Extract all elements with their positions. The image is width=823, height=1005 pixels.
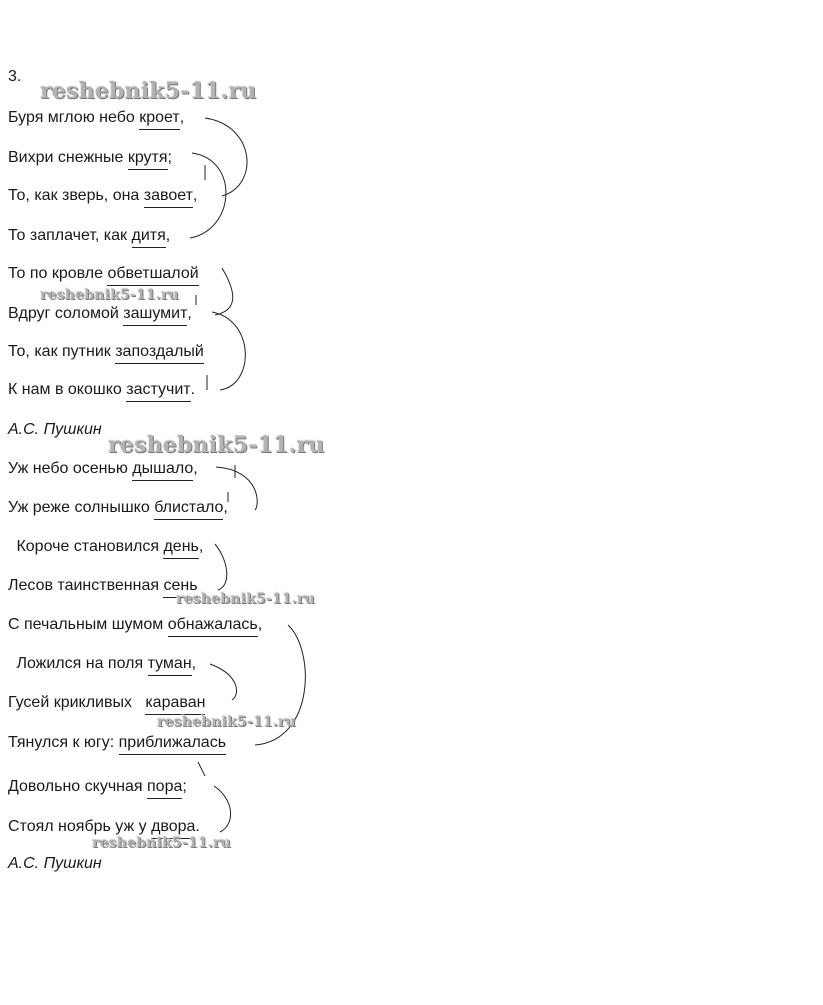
line-punctuation: .	[190, 381, 196, 398]
line-punctuation: ,	[198, 538, 204, 555]
poem-line	[8, 264, 199, 286]
poem-line	[12, 537, 203, 559]
watermark: reshebnik5-11.ru	[157, 714, 296, 730]
line-punctuation: ,	[257, 616, 263, 633]
watermark: reshebnik5-11.ru	[92, 835, 231, 851]
poem-line	[12, 654, 196, 676]
rhyme-word: караван	[145, 693, 205, 715]
rhyme-word: сень	[163, 576, 197, 598]
line-text: Уж небо осенью	[8, 460, 133, 477]
rhyme-word: пора	[147, 777, 182, 799]
line-text: Вдруг соломой	[8, 305, 124, 322]
poem-1-author: А.С. Пушкин	[8, 421, 102, 438]
poem-line	[8, 615, 262, 637]
line-text: Вихри снежные	[8, 149, 128, 166]
line-punctuation: ;	[167, 149, 172, 166]
rhyme-word: застучит	[126, 380, 190, 402]
rhyme-word: запоздалый	[115, 342, 204, 364]
rhyme-word: приближалась	[119, 733, 226, 755]
line-text: Буря мглою небо	[8, 109, 140, 126]
line-punctuation: ,	[187, 305, 192, 322]
poem-line	[8, 777, 187, 799]
rhyme-word: обнажалась	[168, 615, 258, 637]
line-text: Стоял ноябрь уж у	[8, 818, 152, 835]
line-punctuation: ,	[165, 227, 171, 244]
poem-line	[8, 459, 198, 481]
poem-line	[8, 342, 204, 364]
line-punctuation: ,	[193, 460, 198, 477]
line-text: Лесов таинственная	[8, 577, 164, 594]
line-text: То, как путник	[8, 343, 116, 360]
poem-line	[8, 226, 170, 248]
line-text: Тянулся к югу:	[8, 734, 119, 751]
poem-line	[8, 576, 198, 598]
line-text: То, как зверь, она	[8, 187, 144, 204]
poem-line	[8, 148, 172, 170]
poem-line	[8, 380, 195, 402]
watermark: reshebnik5-11.ru	[108, 432, 325, 458]
rhyme-arc	[214, 786, 231, 832]
rhyme-word: дитя	[132, 226, 166, 248]
rhyme-word: дышало	[132, 459, 193, 481]
poem-line	[8, 733, 226, 755]
watermark: reshebnik5-11.ru	[176, 591, 315, 607]
rhyme-arc	[198, 762, 205, 776]
rhyme-arc	[215, 268, 233, 315]
poem-line	[8, 693, 205, 715]
line-text: С печальным шумом	[8, 616, 168, 633]
rhyme-arc	[205, 118, 247, 196]
line-punctuation: ,	[179, 109, 185, 126]
line-punctuation: ;	[182, 778, 187, 795]
line-text: Гусей крикливых	[8, 694, 146, 711]
rhyme-word: кроет	[139, 108, 180, 130]
watermark: reshebnik5-11.ru	[40, 287, 179, 303]
rhyme-word: блистало	[154, 498, 223, 520]
line-text: То заплачет, как	[8, 227, 132, 244]
rhyme-word: туман	[148, 654, 192, 676]
watermark: reshebnik5-11.ru	[40, 78, 257, 104]
line-text: Довольно скучная	[8, 778, 147, 795]
line-punctuation: ,	[192, 187, 198, 204]
poem-line	[8, 108, 184, 130]
line-text: То по кровле	[8, 265, 108, 282]
line-text: Уж реже солнышко	[8, 499, 155, 516]
poem-line	[8, 186, 197, 208]
rhyme-word: обветшалой	[107, 264, 198, 286]
poem-2-author: А.С. Пушкин	[8, 855, 102, 872]
rhyme-arc	[215, 544, 227, 590]
rhyme-word: двора	[151, 817, 195, 839]
rhyme-arc	[210, 664, 237, 700]
poem-line	[8, 498, 228, 520]
line-punctuation: ,	[223, 499, 228, 516]
line-text: Ложился на поля	[12, 655, 148, 672]
rhyme-word: зашумит	[123, 304, 187, 326]
task-number: 3.	[8, 68, 22, 85]
rhyme-word: завоет	[144, 186, 193, 208]
line-text: Короче становился	[12, 538, 164, 555]
rhyme-arc	[212, 312, 245, 390]
rhyme-word: крутя	[128, 148, 168, 170]
poem-line	[8, 304, 192, 326]
rhyme-word: день	[163, 537, 198, 559]
line-punctuation: .	[195, 818, 200, 835]
line-punctuation: ,	[191, 655, 197, 672]
line-text: К нам в окошко	[8, 381, 127, 398]
